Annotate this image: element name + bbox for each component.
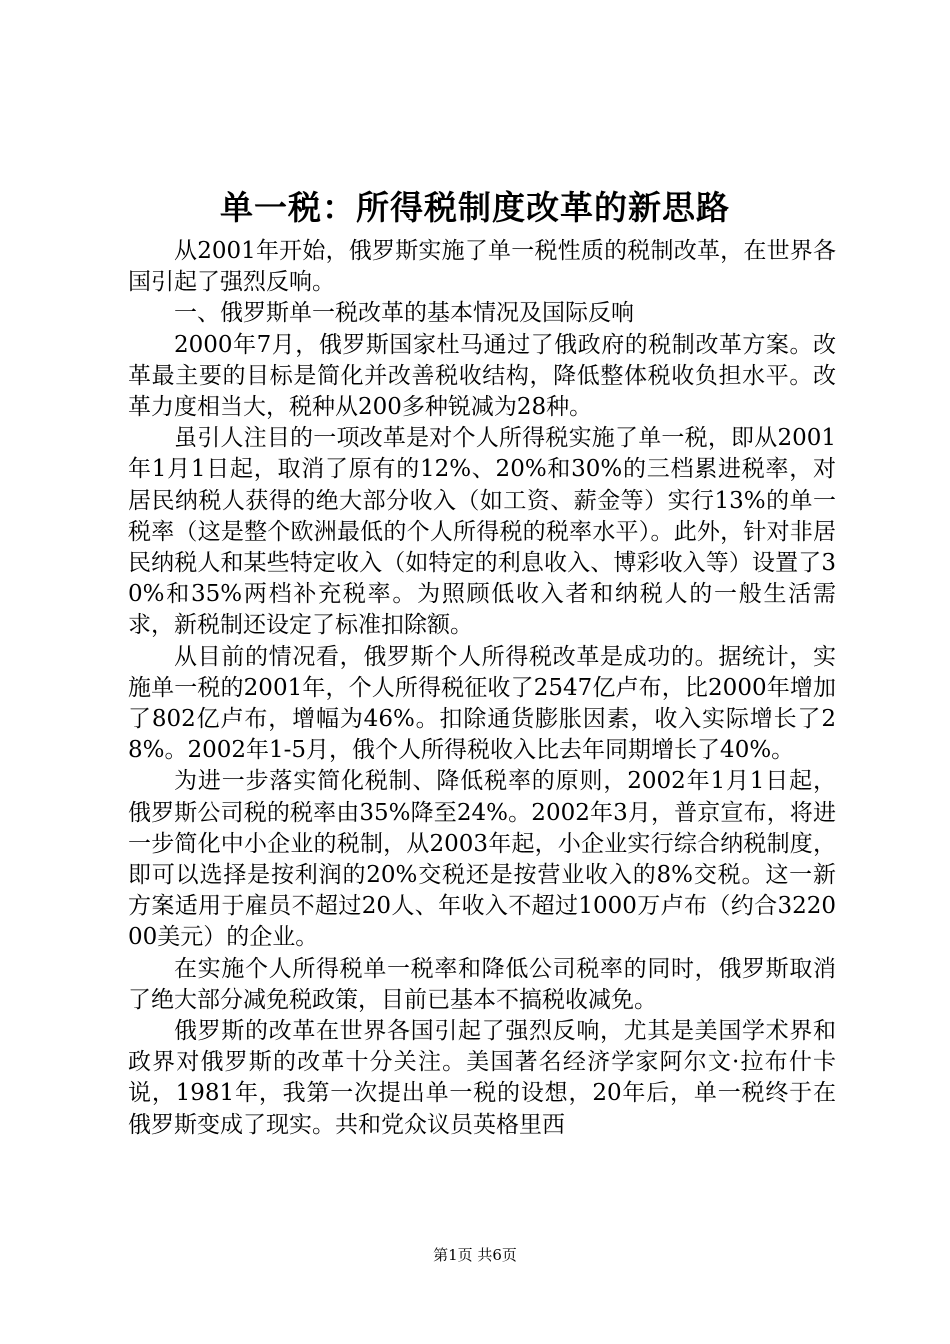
document-body xyxy=(128,236,836,1141)
section-heading: 一、俄罗斯单一税改革的基本情况及国际反响 xyxy=(174,300,634,327)
paragraph: 为进一步落实简化税制、降低税率的原则，2002年1月1日起，俄罗斯公司税的税率由35%降至24%。2002年3月，普京宣布，将进一步简化中小企业的税制，从2003年起，小企业实行综合纳税制度，即可以选择是按利润的20%交税还是按营业收入的8%交税。这一新方案适用于雇员不超过20人、年收入不超过1000万卢布（约合322000美元）的企业。 xyxy=(128,768,836,951)
document-title: 单一税：所得税制度改革的新思路 xyxy=(220,188,730,227)
paragraph: 从目前的情况看，俄罗斯个人所得税改革是成功的。据统计，实施单一税的2001年，个人所得税征收了2547亿卢布，比2000年增加了802亿卢布，增幅为46%。扣除通货膨胀因素，收入实际增长了28%。2002年1-5月，俄个人所得税收入比去年同期增长了40%。 xyxy=(128,643,836,764)
paragraph: 2000年7月，俄罗斯国家杜马通过了俄政府的税制改革方案。改革最主要的目标是简化并改善税收结构，降低整体税收负担水平。改革力度相当大，税种从200多种锐减为28种。 xyxy=(128,331,836,421)
paragraph: 在实施个人所得税单一税率和降低公司税率的同时，俄罗斯取消了绝大部分减免税政策，目前已基本不搞税收减免。 xyxy=(128,955,836,1013)
page-number-footer: 第1页 共6页 xyxy=(433,1246,517,1264)
paragraph: 虽引人注目的一项改革是对个人所得税实施了单一税，即从2001年1月1日起，取消了原有的12%、20%和30%的三档累进税率，对居民纳税人获得的绝大部分收入（如工资、薪金等）实行13%的单一税率（这是整个欧洲最低的个人所得税的税率水平）。此外，针对非居民纳税人和某些特定收入（如特定的利息收入、博彩收入等）设置了30%和35%两档补充税率。为照顾低收入者和纳税人的一般生活需求，新税制还设定了标准扣除额。 xyxy=(128,425,836,639)
paragraph: 俄罗斯的改革在世界各国引起了强烈反响，尤其是美国学术界和政界对俄罗斯的改革十分关注。美国著名经济学家阿尔文·拉布什卡说，1981年，我第一次提出单一税的设想，20年后，单一税终于在俄罗斯变成了现实。共和党众议员英格里西 xyxy=(128,1018,836,1138)
paragraph: 从2001年开始，俄罗斯实施了单一税性质的税制改革，在世界各国引起了强烈反响。 xyxy=(128,238,836,296)
